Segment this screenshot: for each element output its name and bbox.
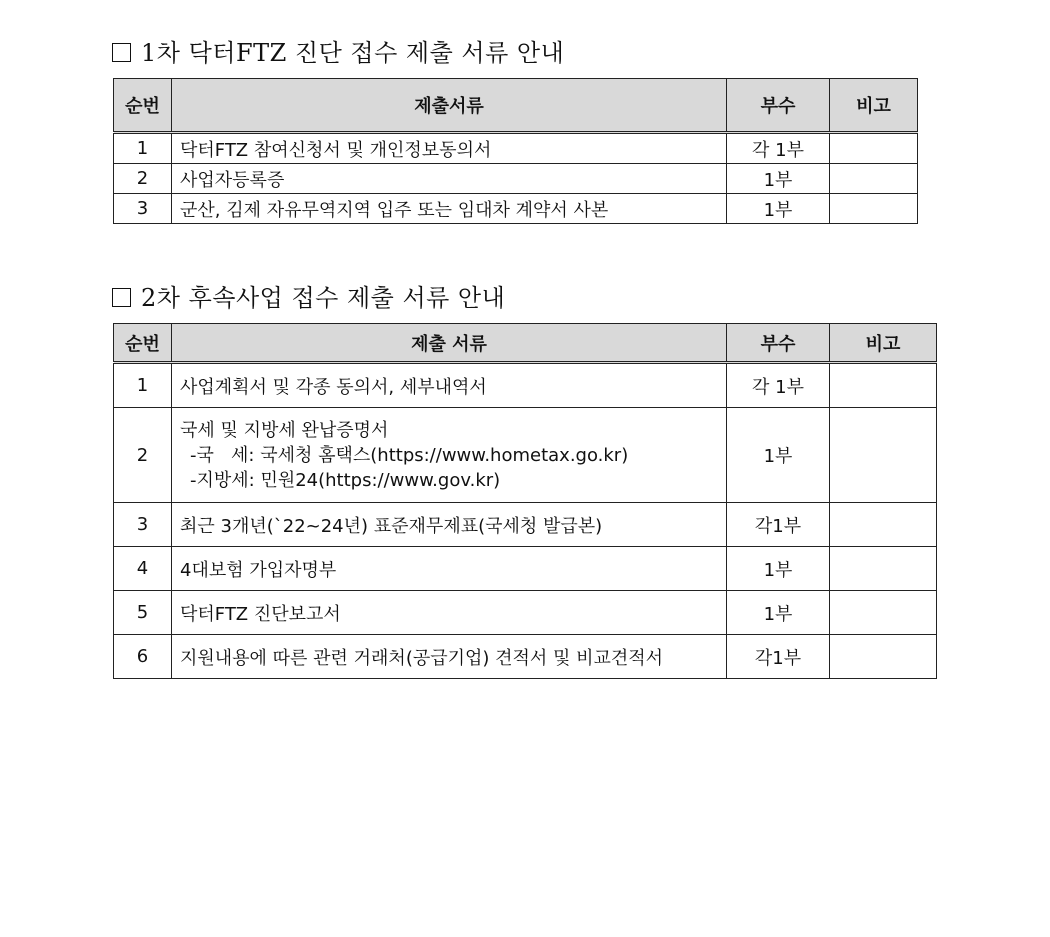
row-no: 6 — [114, 635, 172, 679]
row-note — [830, 547, 937, 591]
row-no: 4 — [114, 547, 172, 591]
header-note: 비고 — [830, 324, 937, 363]
row-copies: 1부 — [727, 194, 830, 224]
row-no: 1 — [114, 363, 172, 408]
row-note — [830, 408, 937, 503]
row-no: 3 — [114, 194, 172, 224]
table-row — [114, 194, 918, 224]
row-no: 5 — [114, 591, 172, 635]
row-doc: 4대보험 가입자명부 — [172, 547, 727, 591]
row-copies: 1부 — [727, 164, 830, 194]
row-note — [830, 363, 937, 408]
header-note: 비고 — [830, 79, 918, 133]
section2-title-text: 2차 후속사업 접수 제출 서류 안내 — [141, 284, 506, 312]
row-note — [830, 194, 918, 224]
row-copies: 각 1부 — [727, 363, 830, 408]
row-copies: 1부 — [727, 591, 830, 635]
header-copies: 부수 — [727, 324, 830, 363]
checkbox-square-icon — [112, 43, 131, 62]
row-copies: 1부 — [727, 408, 830, 503]
table-row — [114, 408, 937, 503]
row-doc: 군산, 김제 자유무역지역 입주 또는 임대차 계약서 사본 — [172, 194, 727, 224]
table-row — [114, 363, 937, 408]
header-doc: 제출서류 — [172, 79, 727, 133]
checkbox-square-icon — [112, 288, 131, 307]
table-row — [114, 635, 937, 679]
row-doc-line: -지방세: 민원24(https://www.gov.kr) — [190, 469, 501, 491]
header-doc: 제출 서류 — [172, 324, 727, 363]
row-doc: 최근 3개년(`22~24년) 표준재무제표(국세청 발급본) — [172, 503, 727, 547]
row-no: 2 — [114, 408, 172, 503]
row-copies: 각1부 — [727, 503, 830, 547]
row-no: 2 — [114, 164, 172, 194]
row-note — [830, 503, 937, 547]
table-row — [114, 547, 937, 591]
table-row — [114, 133, 918, 164]
header-no: 순번 — [114, 79, 172, 133]
row-doc-line: 국세 및 지방세 완납증명서 — [180, 419, 389, 441]
row-note — [830, 591, 937, 635]
row-no: 3 — [114, 503, 172, 547]
row-doc: 닥터FTZ 진단보고서 — [172, 591, 727, 635]
row-copies: 1부 — [727, 547, 830, 591]
header-no: 순번 — [114, 324, 172, 363]
table-row — [114, 164, 918, 194]
table-row — [114, 591, 937, 635]
row-doc-line: -국 세: 국세청 홈택스(https://www.hometax.go.kr) — [190, 444, 629, 466]
section2-table — [113, 323, 937, 679]
row-doc — [172, 408, 727, 503]
section1-title-text: 1차 닥터FTZ 진단 접수 제출 서류 안내 — [141, 39, 565, 67]
row-doc: 사업계획서 및 각종 동의서, 세부내역서 — [172, 363, 727, 408]
row-copies: 각1부 — [727, 635, 830, 679]
table-row — [114, 503, 937, 547]
row-doc: 닥터FTZ 참여신청서 및 개인정보동의서 — [172, 133, 727, 164]
row-note — [830, 164, 918, 194]
row-no: 1 — [114, 133, 172, 164]
row-note — [830, 635, 937, 679]
row-copies: 각 1부 — [727, 133, 830, 164]
table-header-row — [114, 79, 918, 133]
row-note — [830, 133, 918, 164]
table-header-row — [114, 324, 937, 363]
row-doc: 사업자등록증 — [172, 164, 727, 194]
header-copies: 부수 — [727, 79, 830, 133]
section1-title — [112, 33, 564, 68]
section2-title — [112, 278, 505, 313]
section1-table — [113, 78, 918, 224]
row-doc: 지원내용에 따른 관련 거래처(공급기업) 견적서 및 비교견적서 — [172, 635, 727, 679]
